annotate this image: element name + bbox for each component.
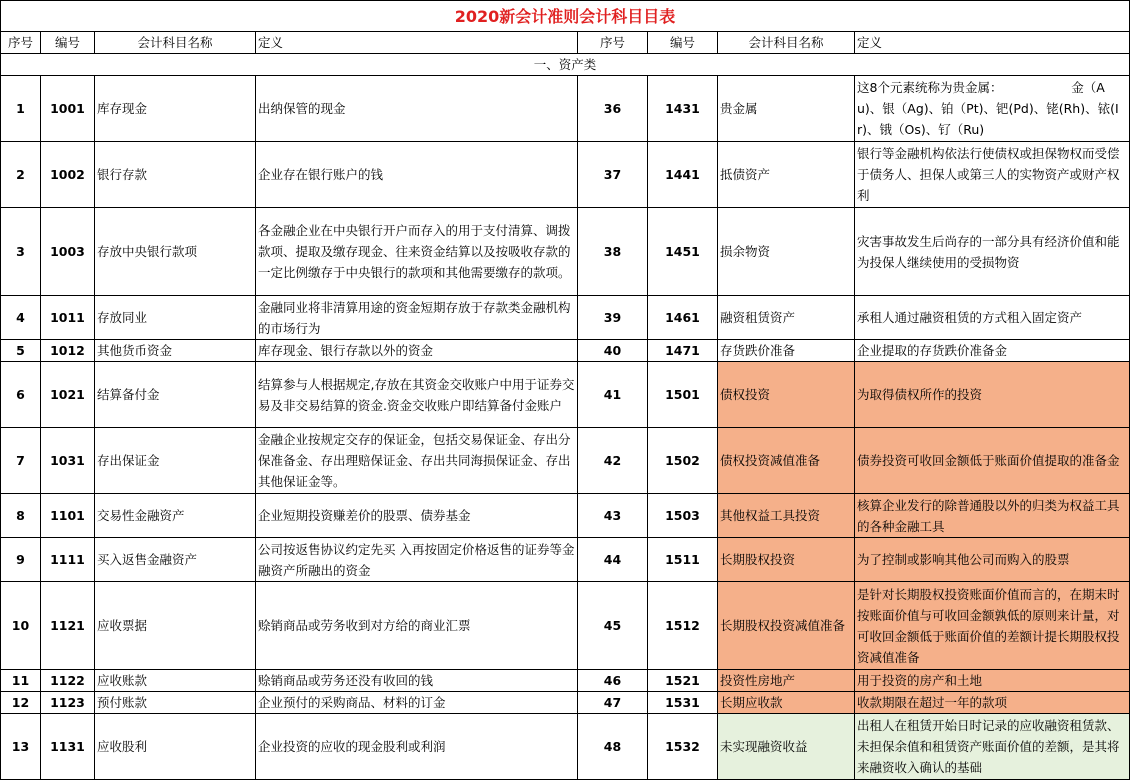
table-row (1, 714, 1130, 780)
row-seq-left: 13 (1, 714, 41, 780)
row-seq-left: 5 (1, 340, 41, 362)
row-account-name-right: 贵金属 (718, 76, 855, 142)
row-code-right: 1511 (648, 538, 718, 582)
table-row (1, 208, 1130, 296)
row-seq-right: 43 (578, 494, 648, 538)
row-definition-left: 出纳保管的现金 (256, 76, 578, 142)
row-definition-left: 金融企业按规定交存的保证金，包括交易保证金、存出分保准备金、存出理赔保证金、存出共同海损保证金、存出其他保证金等。 (256, 428, 578, 494)
row-seq-left: 3 (1, 208, 41, 296)
row-definition-left: 各金融企业在中央银行开户而存入的用于支付清算、调拨款项、提取及缴存现金、往来资金结算以及按吸收存款的一定比例缴存于中央银行的款项和其他需要缴存的款项。 (256, 208, 578, 296)
row-account-name-right: 损余物资 (718, 208, 855, 296)
row-account-name-left: 存出保证金 (95, 428, 256, 494)
table-row (1, 670, 1130, 692)
row-definition-right: 用于投资的房产和土地 (855, 670, 1130, 692)
row-seq-right: 38 (578, 208, 648, 296)
row-definition-left: 结算参与人根据规定,存放在其资金交收账户中用于证券交易及非交易结算的资金.资金交收账户即结算备付金账户 (256, 362, 578, 428)
row-code-left: 1031 (41, 428, 95, 494)
table-row (1, 296, 1130, 340)
row-code-left: 1011 (41, 296, 95, 340)
row-seq-left: 7 (1, 428, 41, 494)
row-account-name-right: 长期应收款 (718, 692, 855, 714)
row-account-name-right: 抵债资产 (718, 142, 855, 208)
row-code-right: 1501 (648, 362, 718, 428)
row-definition-right: 出租人在租赁开始日时记录的应收融资租赁款、未担保余值和租赁资产账面价值的差额，是其将来融资收入确认的基础 (855, 714, 1130, 780)
row-definition-right: 承租人通过融资租赁的方式租入固定资产 (855, 296, 1130, 340)
row-definition-left: 企业存在银行账户的钱 (256, 142, 578, 208)
row-account-name-left: 其他货币资金 (95, 340, 256, 362)
row-definition-left: 公司按返售协议约定先买 入再按固定价格返售的证券等金融资产所融出的资金 (256, 538, 578, 582)
table-row (1, 340, 1130, 362)
row-seq-left: 6 (1, 362, 41, 428)
row-seq-right: 44 (578, 538, 648, 582)
header-cell: 编号 (648, 32, 718, 54)
row-definition-right: 灾害事故发生后尚存的一部分具有经济价值和能为投保人继续使用的受损物资 (855, 208, 1130, 296)
row-seq-right: 39 (578, 296, 648, 340)
row-code-right: 1531 (648, 692, 718, 714)
row-code-left: 1121 (41, 582, 95, 670)
row-account-name-left: 预付账款 (95, 692, 256, 714)
row-code-right: 1461 (648, 296, 718, 340)
row-definition-left: 金融同业将非清算用途的资金短期存放于存款类金融机构的市场行为 (256, 296, 578, 340)
row-seq-left: 2 (1, 142, 41, 208)
header-cell: 会计科目名称 (718, 32, 855, 54)
row-code-left: 1123 (41, 692, 95, 714)
row-definition-left: 企业投资的应收的现金股利或利润 (256, 714, 578, 780)
row-seq-left: 1 (1, 76, 41, 142)
row-code-left: 1021 (41, 362, 95, 428)
row-code-right: 1503 (648, 494, 718, 538)
row-code-right: 1431 (648, 76, 718, 142)
header-cell: 序号 (1, 32, 41, 54)
table-row (1, 76, 1130, 142)
row-definition-right: 为取得债权所作的投资 (855, 362, 1130, 428)
header-cell: 编号 (41, 32, 95, 54)
row-definition-left: 赊销商品或劳务收到对方给的商业汇票 (256, 582, 578, 670)
row-definition-left: 库存现金、银行存款以外的资金 (256, 340, 578, 362)
row-seq-left: 9 (1, 538, 41, 582)
row-code-left: 1003 (41, 208, 95, 296)
row-account-name-right: 未实现融资收益 (718, 714, 855, 780)
row-seq-left: 11 (1, 670, 41, 692)
row-definition-left: 赊销商品或劳务还没有收回的钱 (256, 670, 578, 692)
row-account-name-right: 债权投资 (718, 362, 855, 428)
header-cell: 序号 (578, 32, 648, 54)
row-account-name-left: 应收票据 (95, 582, 256, 670)
row-seq-left: 8 (1, 494, 41, 538)
row-code-right: 1451 (648, 208, 718, 296)
row-account-name-left: 库存现金 (95, 76, 256, 142)
row-code-right: 1441 (648, 142, 718, 208)
row-definition-right: 为了控制或影响其他公司而购入的股票 (855, 538, 1130, 582)
row-code-left: 1002 (41, 142, 95, 208)
header-cell: 定义 (855, 32, 1130, 54)
row-account-name-right: 融资租赁资产 (718, 296, 855, 340)
row-code-right: 1532 (648, 714, 718, 780)
section-row (1, 54, 1130, 76)
row-seq-right: 37 (578, 142, 648, 208)
row-code-left: 1131 (41, 714, 95, 780)
row-definition-left: 企业短期投资赚差价的股票、债券基金 (256, 494, 578, 538)
row-code-left: 1101 (41, 494, 95, 538)
section-title: 一、资产类 (1, 54, 1130, 76)
row-definition-right: 这8个元素统称为贵金属： 金（Au)、银（Ag)、铂（Pt)、钯(Pd)、铑(Rh)、铱(Ir)、锇（Os)、钌（Ru) (855, 76, 1130, 142)
row-account-name-left: 存放中央银行款项 (95, 208, 256, 296)
row-seq-right: 42 (578, 428, 648, 494)
row-definition-right: 收款期限在超过一年的款项 (855, 692, 1130, 714)
row-account-name-left: 买入返售金融资产 (95, 538, 256, 582)
table-row (1, 494, 1130, 538)
row-definition-right: 企业提取的存货跌价准备金 (855, 340, 1130, 362)
row-seq-right: 41 (578, 362, 648, 428)
row-seq-left: 10 (1, 582, 41, 670)
row-code-left: 1012 (41, 340, 95, 362)
row-account-name-right: 债权投资减值准备 (718, 428, 855, 494)
table-row (1, 142, 1130, 208)
row-definition-right: 核算企业发行的除普通股以外的归类为权益工具的各种金融工具 (855, 494, 1130, 538)
row-code-right: 1502 (648, 428, 718, 494)
row-seq-left: 12 (1, 692, 41, 714)
header-row (1, 32, 1130, 54)
table-row (1, 582, 1130, 670)
row-code-right: 1471 (648, 340, 718, 362)
row-definition-left: 企业预付的采购商品、材料的订金 (256, 692, 578, 714)
row-account-name-left: 银行存款 (95, 142, 256, 208)
table-row (1, 362, 1130, 428)
row-account-name-right: 长期股权投资减值准备 (718, 582, 855, 670)
row-seq-right: 36 (578, 76, 648, 142)
table-row (1, 428, 1130, 494)
row-code-left: 1001 (41, 76, 95, 142)
header-cell: 定义 (256, 32, 578, 54)
row-code-left: 1111 (41, 538, 95, 582)
row-account-name-left: 应收股利 (95, 714, 256, 780)
sheet-title: 2020新会计准则会计科目目表 (1, 1, 1130, 32)
row-account-name-right: 长期股权投资 (718, 538, 855, 582)
row-definition-right: 银行等金融机构依法行使债权或担保物权而受偿于债务人、担保人或第三人的实物资产或财产权利 (855, 142, 1130, 208)
row-seq-right: 45 (578, 582, 648, 670)
row-account-name-left: 交易性金融资产 (95, 494, 256, 538)
table-row (1, 692, 1130, 714)
row-account-name-left: 存放同业 (95, 296, 256, 340)
row-code-right: 1512 (648, 582, 718, 670)
row-account-name-right: 其他权益工具投资 (718, 494, 855, 538)
row-account-name-right: 投资性房地产 (718, 670, 855, 692)
row-seq-right: 48 (578, 714, 648, 780)
row-seq-right: 47 (578, 692, 648, 714)
row-definition-right: 是针对长期股权投资账面价值而言的，在期末时按账面价值与可收回金额孰低的原则来计量，对可收回金额低于账面价值的差额计提长期股权投资减值准备 (855, 582, 1130, 670)
row-code-right: 1521 (648, 670, 718, 692)
table-row (1, 538, 1130, 582)
header-cell: 会计科目名称 (95, 32, 256, 54)
row-definition-right: 债券投资可收回金额低于账面价值提取的准备金 (855, 428, 1130, 494)
row-account-name-left: 应收账款 (95, 670, 256, 692)
row-seq-left: 4 (1, 296, 41, 340)
row-seq-right: 40 (578, 340, 648, 362)
row-account-name-left: 结算备付金 (95, 362, 256, 428)
row-code-left: 1122 (41, 670, 95, 692)
row-account-name-right: 存货跌价准备 (718, 340, 855, 362)
row-seq-right: 46 (578, 670, 648, 692)
